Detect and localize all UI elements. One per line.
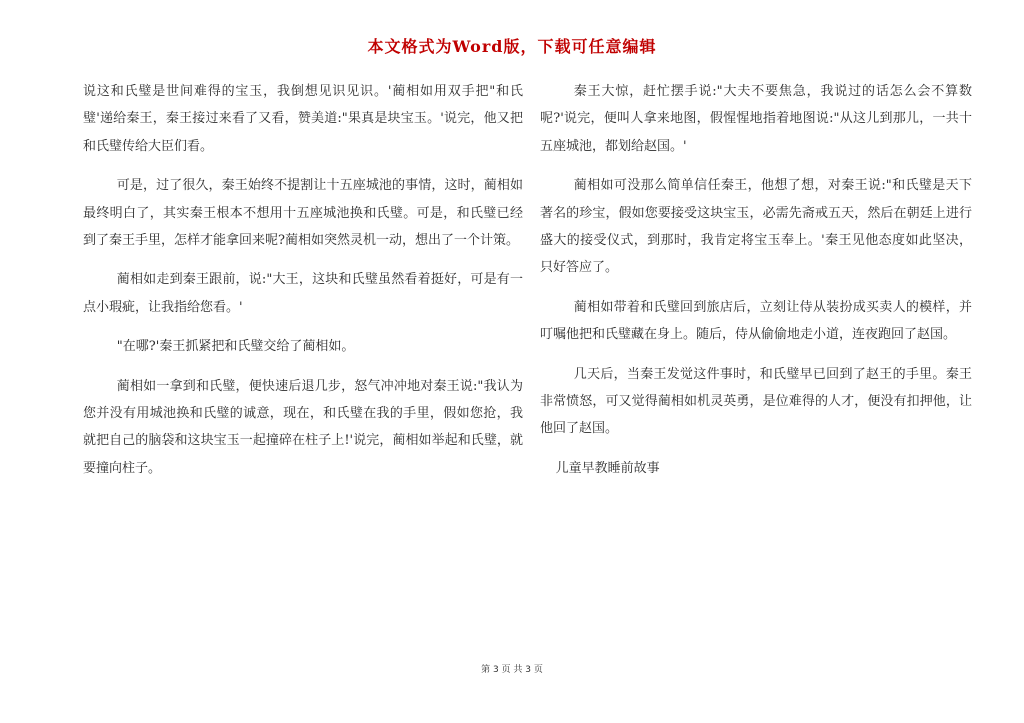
- page-number: 第 3 页 共 3 页: [481, 665, 543, 675]
- left-column: [83, 78, 523, 494]
- paragraph: 几天后，当秦王发觉这件事时，和氏璧早已回到了赵王的手里。秦王非常愤怒，可又觉得蔺相如机灵英勇，是位难得的人才，便没有扣押他，让他回了赵国。: [540, 366, 972, 437]
- paragraph: 蔺相如一拿到和氏璧，便快速后退几步，怒气冲冲地对秦王说:"我认为您并没有用城池换和氏璧的诚意，现在，和氏璧在我的手里，假如您抢，我就把自己的脑袋和这块宝玉一起撞碎在柱子上!'说完，蔺相如举起和氏璧，就要撞向柱子。: [83, 378, 523, 476]
- paragraph: 蔺相如可没那么简单信任秦王，他想了想，对秦王说:"和氏璧是天下著名的珍宝，假如您要接受这块宝玉，必需先斋戒五天，然后在朝廷上进行盛大的接受仪式，到那时，我肯定将宝玉奉上。'秦王见他态度如此坚决，只好答应了。: [540, 178, 972, 276]
- document-banner: 本文格式为Word版，下载可任意编辑: [367, 37, 657, 56]
- paragraph: 可是，过了很久，秦王始终不提割让十五座城池的事情，这时，蔺相如最终明白了，其实秦王根本不想用十五座城池换和氏璧。可是，和氏璧已经到了秦王手里，怎样才能拿回来呢?蔺相如突然灵机一动，想出了一个计策。: [83, 178, 523, 249]
- right-column: [540, 78, 972, 494]
- paragraph: 蔺相如带着和氏璧回到旅店后，立刻让侍从装扮成买卖人的模样，并叮嘱他把和氏璧藏在身上。随后，侍从偷偷地走小道，连夜跑回了赵国。: [540, 299, 972, 343]
- paragraph: 秦王大惊，赶忙摆手说:"大夫不要焦急，我说过的话怎么会不算数呢?'说完，便叫人拿来地图，假惺惺地指着地图说:"从这儿到那儿，一共十五座城池，都划给赵国。': [540, 84, 972, 154]
- section-heading: 儿童早教睡前故事: [555, 460, 660, 476]
- paragraph: 蔺相如走到秦王跟前，说:"大王，这块和氏璧虽然看着挺好，可是有一点小瑕疵，让我指给您看。': [83, 272, 523, 315]
- paragraph: "在哪?'秦王抓紧把和氏璧交给了蔺相如。: [116, 339, 355, 355]
- paragraph: 说这和氏璧是世间难得的宝玉，我倒想见识见识。'蔺相如用双手把"和氏璧'递给秦王，秦王接过来看了又看，赞美道:"果真是块宝玉。'说完，他又把和氏璧传给大臣们看。: [83, 84, 523, 154]
